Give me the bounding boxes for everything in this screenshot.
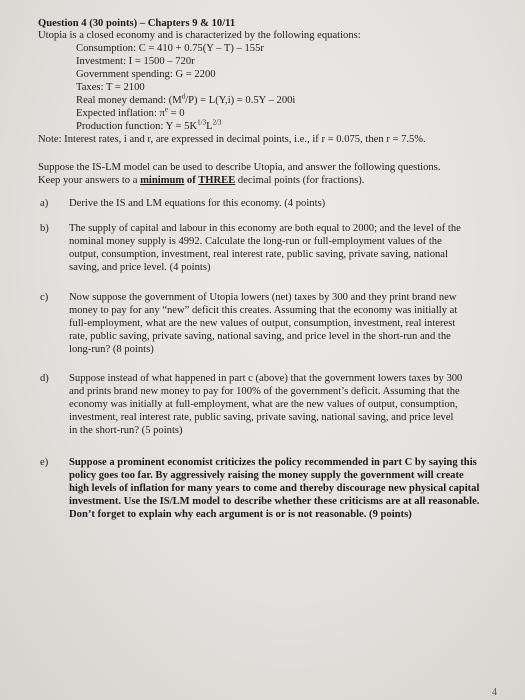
equation-money-demand: Real money demand: $(M^d/P) = L(Y,i) = 0.5Y - 200i$	[76, 92, 296, 106]
intro-text: Utopia is a closed economy and is characterized by the following equations:	[38, 30, 361, 41]
part-a-label: a)	[40, 198, 49, 209]
part-c-line: money to pay for any “new” deficit this creates. Assuming that the economy was initially at	[69, 305, 458, 316]
part-c-label: c)	[40, 292, 49, 303]
part-c-line: long-run? (8 points)	[69, 344, 154, 355]
note-text: Note: Interest rates, i and r, are expressed in decimal points, i.e., if r = 0.075, then r = 7.5%.	[38, 134, 426, 145]
part-d-line: investment, real interest rate, public saving, private saving, national saving, and price level	[69, 412, 454, 423]
part-d-line: Suppose instead of what happened in part c (above) that the government lowers taxes by 300	[69, 373, 463, 384]
part-e-line: Don’t forget to explain why each argument is or is not reasonable. (9 points)	[69, 509, 412, 520]
equation-consumption: Consumption: C = 410 + 0.75(Y – T) – 155r	[76, 43, 264, 54]
part-b-line: The supply of capital and labour in this economy are both equal to 2000; and the level of the	[69, 223, 461, 234]
part-b-line: nominal money supply is 4992. Calculate the long-run or full-employment values of the	[69, 236, 442, 247]
part-d-line: in the short-run? (5 points)	[69, 425, 183, 436]
part-d-label: d)	[40, 373, 49, 384]
equation-government: Government spending: G = 2200	[76, 69, 216, 80]
question-title: Question 4 (30 points) – Chapters 9 & 10/11	[38, 18, 236, 29]
page-number: 4	[492, 687, 497, 698]
part-e-line: investment. Use the IS/LM model to describe whether these criticisms are at all reasonable.	[69, 496, 480, 507]
part-e-line: policy goes too far. By aggressively raising the money supply the government will create	[69, 470, 464, 481]
part-b-line: saving, and price level. (4 points)	[69, 262, 211, 273]
part-c-line: rate, public saving, private saving, national saving, and price level in the short-run and the	[69, 331, 451, 342]
part-e-line: high levels of inflation for many years to come and thereby discourage new physical capital	[69, 483, 480, 494]
part-d-line: and prints brand new money to pay for 100% of the government’s deficit. Assuming that the	[69, 386, 460, 397]
part-d-line: economy was initially at full-employment, what are the new values of output, consumption,	[69, 399, 458, 410]
instructions-line-1: Suppose the IS-LM model can be used to describe Utopia, and answer the following questions.	[38, 162, 441, 173]
equation-taxes: Taxes: T = 2100	[76, 82, 145, 93]
part-b-line: output, consumption, investment, real interest rate, public saving, private saving, national	[69, 249, 448, 260]
part-e-label: e)	[40, 457, 49, 468]
part-c-line: full-employment, what are the new values of output, consumption, investment, real interest	[69, 318, 456, 329]
equation-investment: Investment: I = 1500 – 720r	[76, 56, 195, 67]
part-a-line: Derive the IS and LM equations for this economy. (4 points)	[69, 198, 326, 209]
part-b-label: b)	[40, 223, 49, 234]
part-c-line: Now suppose the government of Utopia lowers (net) taxes by 300 and they print brand new	[69, 292, 457, 303]
part-e-line: Suppose a prominent economist criticizes the policy recommended in part C by saying this	[69, 457, 477, 468]
equation-expected-inflation: Expected inflation: $\pi^e = 0$	[76, 105, 185, 119]
equation-production: Production function: $Y = 5K^{1/3}L^{2/3}$	[76, 118, 222, 132]
instructions-line-2: Keep your answers to a minimum of THREE decimal points (for fractions).	[38, 175, 365, 186]
